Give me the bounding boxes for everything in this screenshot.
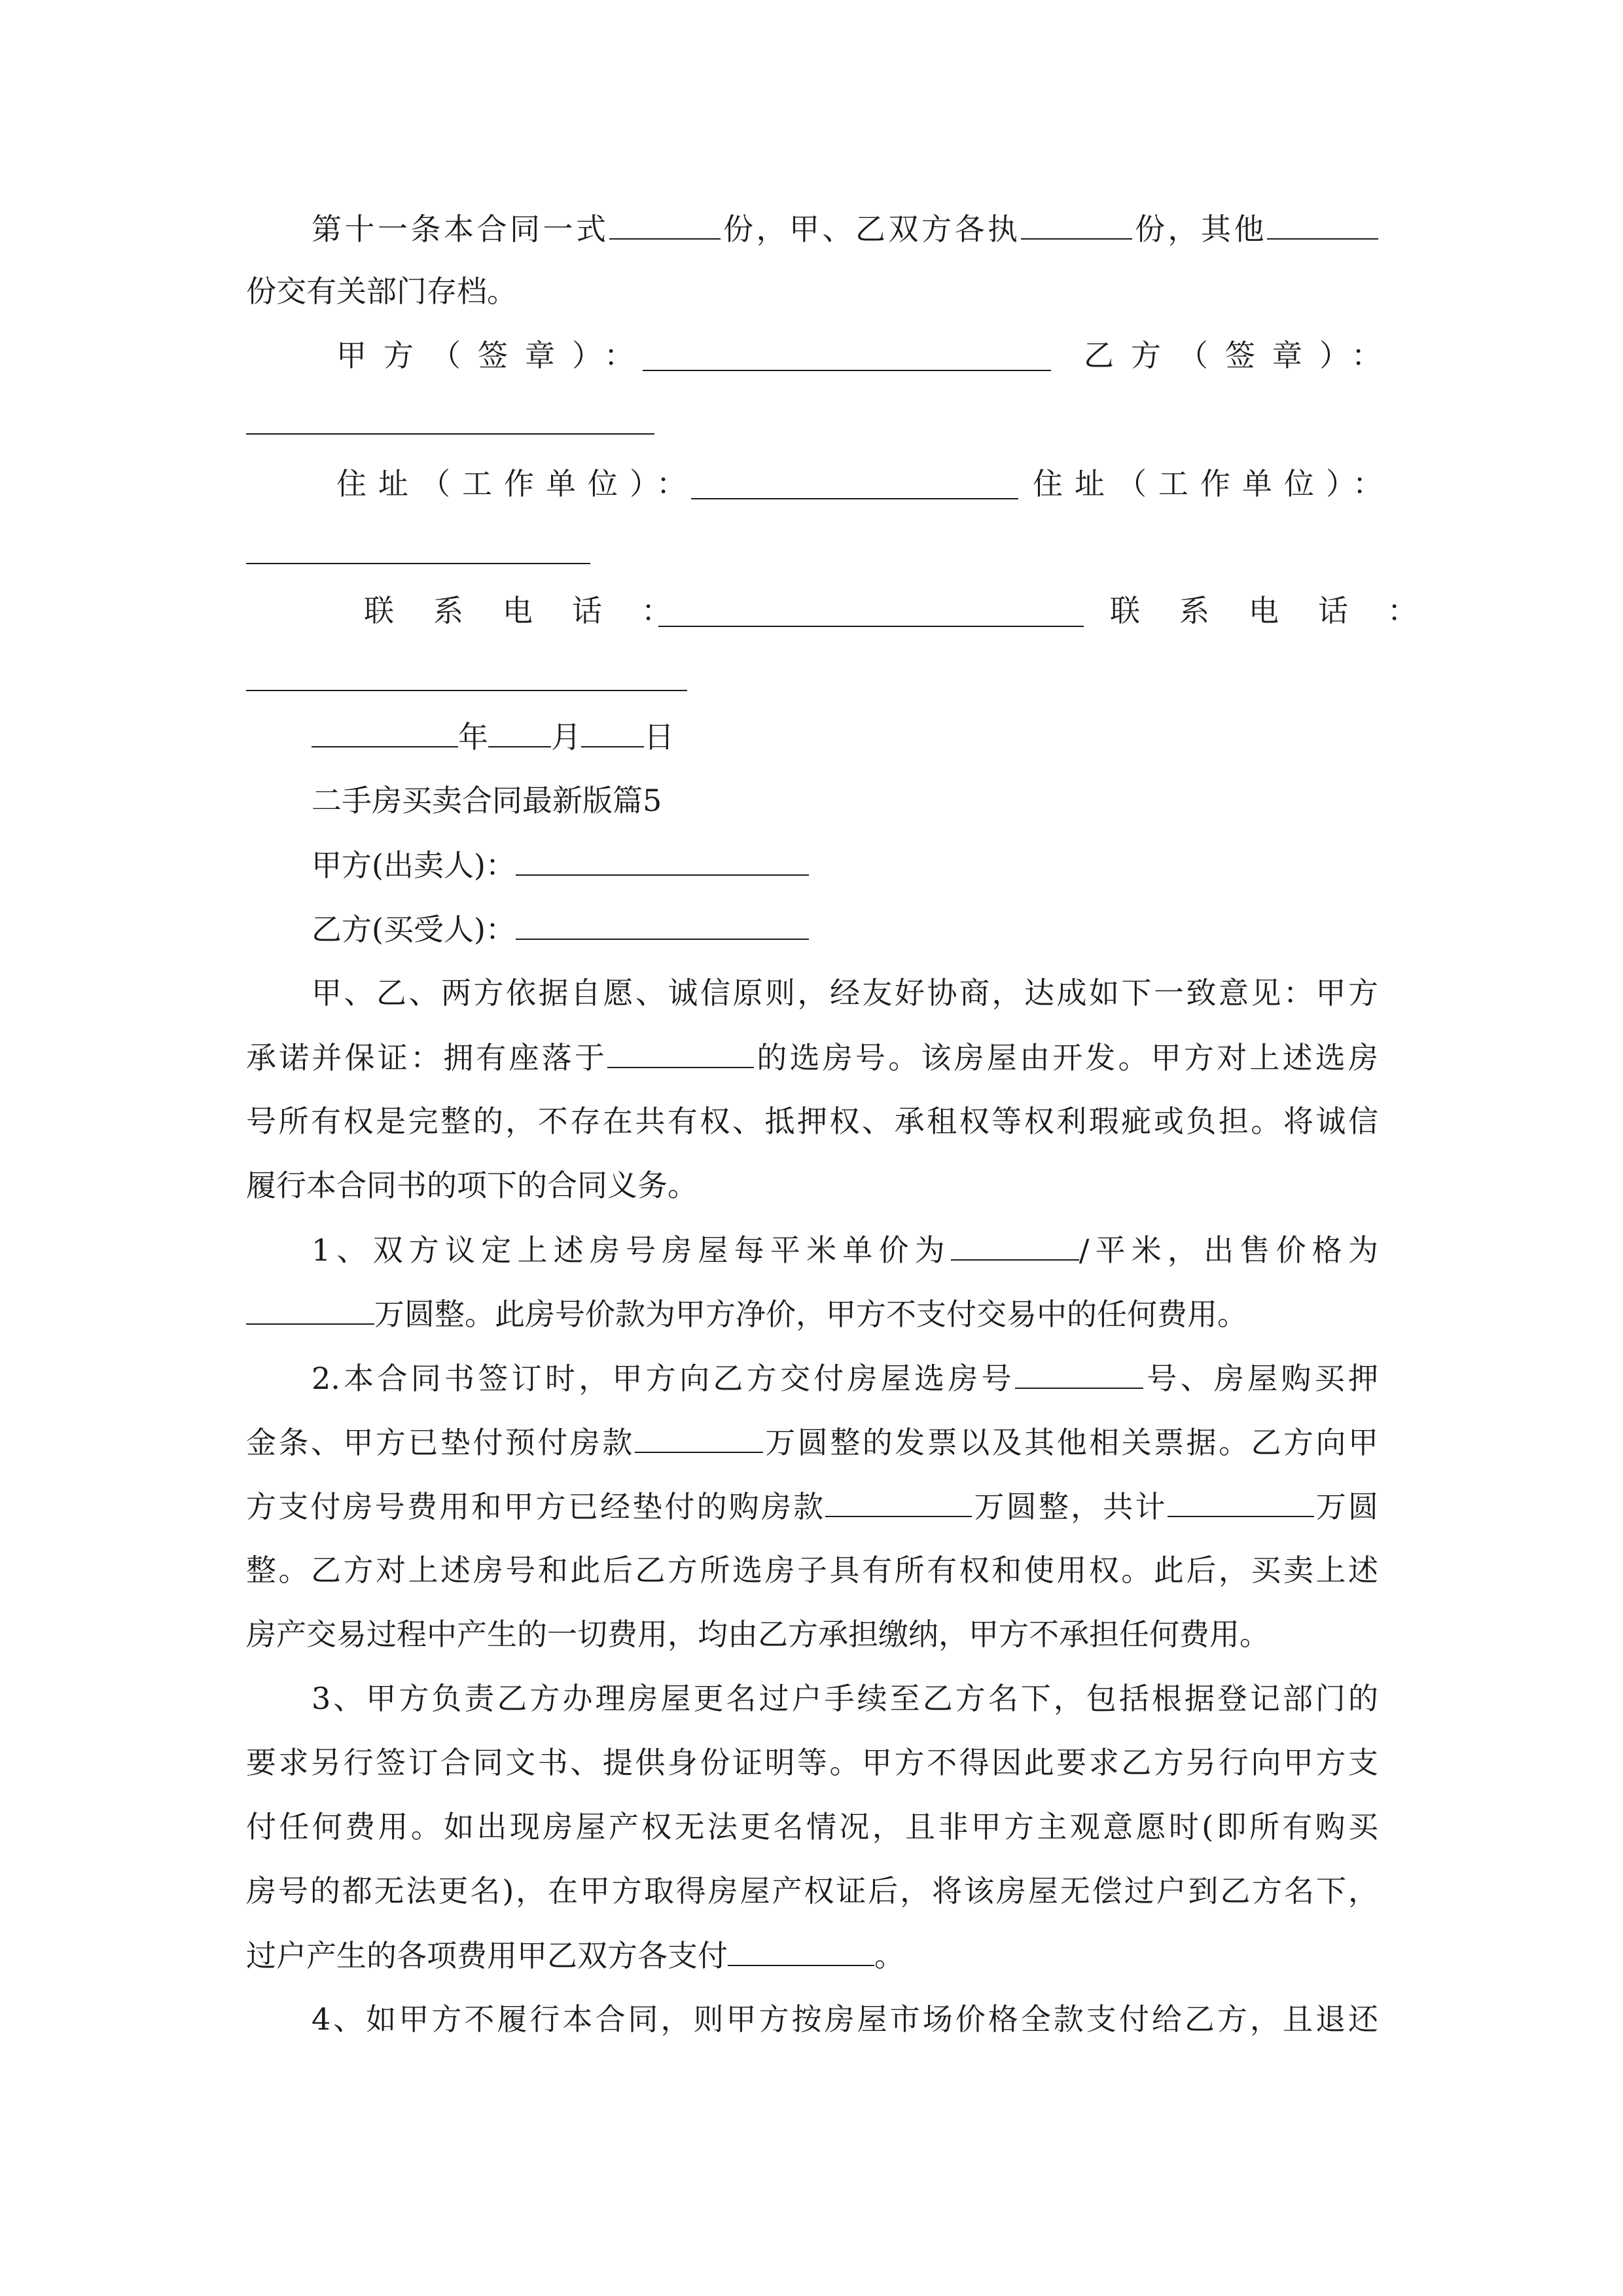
party-a-name-blank	[516, 844, 809, 876]
item-3-line-1: 3、甲方负责乙方办理房屋更名过户手续至乙方名下，包括根据登记部门的	[312, 1681, 1378, 1716]
month-blank	[488, 716, 551, 747]
clause-text: 份，甲、乙双方各执	[720, 211, 1021, 247]
item-text: 万圆	[1313, 1489, 1379, 1524]
copies-each-blank	[1021, 208, 1132, 240]
item-2-line-2	[246, 1422, 1378, 1463]
party-a-phone-label: 联系电话：	[364, 593, 711, 628]
item-3-line-5	[246, 1935, 1378, 1976]
fee-share-blank	[728, 1935, 874, 1966]
copies-total-blank	[609, 208, 721, 240]
item-text: 2.本合同书签订时，甲方向乙方交付房屋选房号	[312, 1361, 1015, 1396]
intro-text: 承诺并保证：拥有座落于	[246, 1040, 608, 1075]
clause-text: 第十一条本合同一式	[312, 211, 609, 247]
prepaid-amount-blank	[635, 1422, 763, 1453]
intro-line-1: 甲、乙、两方依据自愿、诚信原则，经友好协商，达成如下一致意见：甲方	[312, 975, 1378, 1011]
item-text: 过户产生的各项费用甲乙双方各支付	[246, 1938, 728, 1973]
party-b-label: 乙方(买受人)：	[312, 912, 516, 947]
intro-line-2	[246, 1037, 1378, 1078]
party-b-name-blank	[516, 908, 809, 940]
clause-11-line-2	[246, 271, 1378, 312]
total-amount-blank	[1168, 1486, 1314, 1517]
item-2-line-5: 房产交易过程中产生的一切费用，均由乙方承担缴纳，甲方不承担任何费用。	[246, 1617, 1270, 1652]
item-3-line-4: 房号的都无法更名)，在甲方取得房屋产权证后，将该房屋无偿过户到乙方名下，	[246, 1873, 1378, 1909]
item-text: 万圆整。此房号价款为甲方净价，甲方不支付交易中的任何费用。	[374, 1297, 1247, 1332]
clause-text: 份，其他	[1132, 211, 1267, 247]
intro-line-4: 履行本合同书的项下的合同义务。	[246, 1168, 698, 1203]
item-text: 万圆整，共计	[972, 1489, 1168, 1524]
party-a-line	[312, 844, 1444, 886]
intro-text: 的选房号。该房屋由开发。甲方对上述选房	[754, 1040, 1379, 1075]
copies-other-blank	[1267, 208, 1378, 240]
party-a-address-line	[691, 498, 1018, 499]
item-text: 方支付房号费用和甲方已经垫付的购房款	[246, 1489, 826, 1524]
item-text: /平米，出售价格为	[1079, 1232, 1378, 1268]
item-2-line-4: 整。乙方对上述房号和此后乙方所选房子具有所有权和使用权。此后，买卖上述	[246, 1552, 1378, 1588]
party-b-phone-label: 联系电话：	[1110, 593, 1457, 628]
location-blank	[607, 1037, 754, 1068]
item-text: 号、房屋购买押	[1143, 1361, 1379, 1396]
item-text: 1、双方议定上述房号房屋每平米单价为	[312, 1232, 951, 1268]
party-a-address-label: 住址（工作单位）：	[336, 466, 698, 501]
day-blank	[581, 716, 644, 747]
party-a-signature-label: 甲方（签章）：	[336, 338, 651, 373]
party-b-signature-line	[246, 433, 654, 435]
party-b-signature-label: 乙方（签章）：	[1084, 338, 1399, 373]
party-a-label: 甲方(出卖人)：	[312, 848, 516, 883]
item-2-line-1	[312, 1357, 1378, 1399]
item-1-line-1	[312, 1229, 1378, 1270]
item-3-line-3: 付任何费用。如出现房屋产权无法更名情况，且非甲方主观意愿时(即所有购买	[246, 1809, 1378, 1844]
item-text: 金条、甲方已垫付预付房款	[246, 1425, 635, 1460]
party-a-signature-line	[643, 370, 1051, 371]
item-1-line-2	[246, 1293, 1378, 1335]
clause-text: 份交有关部门存档。	[246, 274, 517, 309]
clause-11-line-1	[312, 208, 1378, 249]
room-number-blank	[1015, 1357, 1143, 1389]
party-a-phone-line	[658, 626, 1084, 627]
item-text: 万圆整的发票以及其他相关票据。乙方向甲	[762, 1425, 1379, 1460]
year-blank	[312, 716, 458, 747]
party-b-address-label: 住址（工作单位）：	[1033, 466, 1395, 501]
intro-line-3: 号所有权是完整的，不存在共有权、抵押权、承租权等权利瑕疵或负担。将诚信	[246, 1103, 1378, 1139]
section-heading: 二手房买卖合同最新版篇5	[312, 783, 662, 818]
party-b-address-line	[246, 563, 590, 564]
item-3-line-2: 要求另行签订合同文书、提供身份证明等。甲方不得因此要求乙方另行向甲方支	[246, 1745, 1378, 1780]
item-4-line-1: 4、如甲方不履行本合同，则甲方按房屋市场价格全款支付给乙方，且退还	[312, 2001, 1378, 2037]
purchase-amount-blank	[825, 1486, 972, 1517]
party-b-line	[312, 908, 1444, 950]
unit-price-blank	[951, 1229, 1079, 1261]
party-b-phone-line	[246, 690, 687, 691]
item-2-line-3	[246, 1486, 1378, 1527]
year-label: 年	[458, 719, 488, 755]
date-line	[312, 716, 1444, 757]
month-label: 月	[551, 719, 581, 755]
day-label: 日	[644, 719, 674, 755]
sale-price-blank	[246, 1293, 374, 1325]
item-text: 。	[874, 1938, 904, 1973]
